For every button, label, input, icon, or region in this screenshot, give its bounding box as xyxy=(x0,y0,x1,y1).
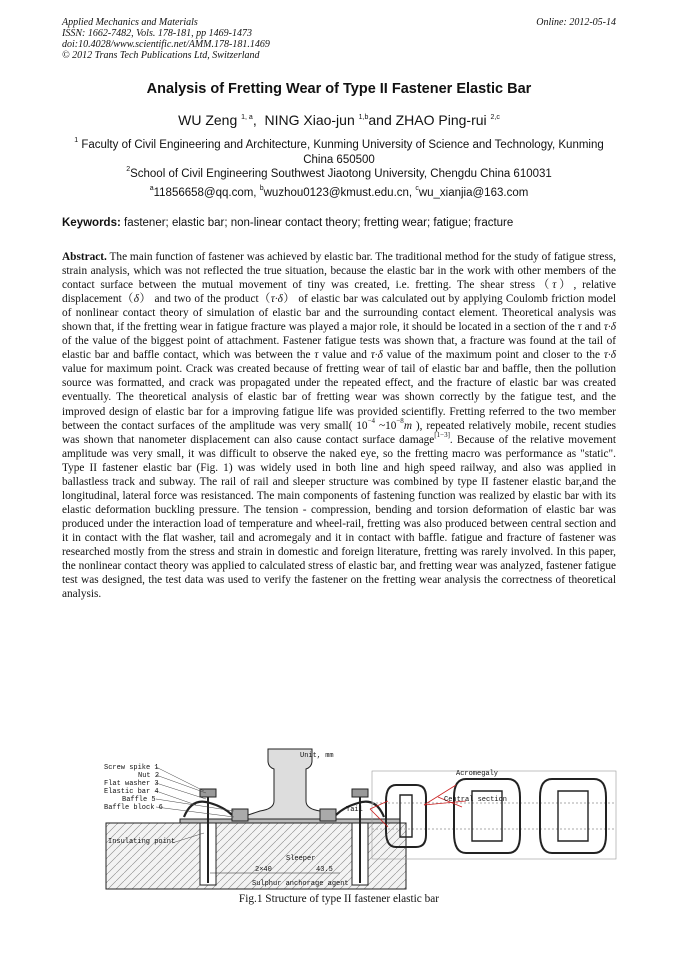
abstract xyxy=(62,250,616,601)
rail-pad xyxy=(180,819,400,823)
range-tilde: ~ xyxy=(378,419,386,432)
math-product: τ·δ xyxy=(603,349,616,362)
keywords-label: Keywords: xyxy=(62,217,121,229)
copyright: © 2012 Trans Tech Publications Ltd, Switzerland xyxy=(62,50,260,61)
figure-drawing xyxy=(100,745,620,893)
range-base: 10 xyxy=(385,419,397,432)
math-product: τ·δ xyxy=(370,349,383,362)
label-num: 3 xyxy=(154,780,159,788)
abstract-text: ） of elastic bar was calculated out by applying Coulomb friction model of nonlinear contact theory of simulation of elastic bar and the surrounding contact element. Theoretical analysis was shown that, if the fretting wear in fatigue fracture was played a major role, it should be located in a section of the xyxy=(62,293,616,334)
label-num: 2 xyxy=(154,772,160,780)
online-date: Online: 2012-05-14 xyxy=(536,17,616,28)
affiliation-2 xyxy=(60,167,618,182)
abstract-text: . Because of the relative movement amplitude was very small, it was difficult to observe the naked eye, so the fretting macro was performance as "static". Type II fastener elastic bar (Fig. 1) was widely used in both line and high speed railway, and also was applied in ballastless track and subway. The rail of rail and sleeper structure was combined by type II fastener elastic bar,and the longitudinal, lateral force was resistanced. The main components of fastening function was realized by elastic bar with its elastic deformation buckling pressure. The tension - compression, bending and torsion deformation of elastic bar was produced under the interaction load of temperature and wheel-rail, fretting was also produced between central section and it in contact with the flat washer, tail and acromegaly and it in contact with baffle. fatigue and fracture of fastener was researched mostly from the stress and strain in domestic and foreign literature, fretting was rarely involved. In this paper, the nonlinear contact theory was applied to calculated stress of elastic bar, and fretting wear was analyzed, fastener fatigue test was designed, the test data was used to verify the fastener on the fretting wear analysis the correctness of theoretical analysis. xyxy=(62,433,616,601)
clip-plan-right xyxy=(540,779,606,853)
label-num: 5 xyxy=(151,796,156,804)
label-dim-right: 43.5 xyxy=(316,866,333,874)
aff-sup: 1 xyxy=(74,137,79,144)
email[interactable]: wu_xianjia@163.com xyxy=(418,187,529,199)
svg-text:Flat washer 3 xyxy=(104,780,159,788)
keywords-text: fastener; elastic bar; non-linear contact theory; fretting wear; fatigue; fracture xyxy=(124,217,514,229)
label-num: 4 xyxy=(154,788,159,796)
label-sulphur-agent: Sulphur anchorage agent xyxy=(252,880,349,888)
author-list: WU Zeng $^{1, a}$, NING Xiao-jun $^{1,b}$and ZHAO Ping-rui $^{2,c}$ xyxy=(178,112,500,128)
author-name: ZHAO Ping-rui xyxy=(395,112,487,128)
svg-text:Nut 2 xyxy=(138,772,159,780)
abstract-text: and xyxy=(584,321,601,334)
abstract-text: of the value of the biggest point of attachment. Fastener fatigue tests was shown that, a fracture was found at the tail of elastic bar and baffle contact, which was between the xyxy=(62,335,616,362)
email[interactable]: wuzhou0123@kmust.edu.cn, xyxy=(263,187,413,199)
label-unit: Unit, mm xyxy=(300,752,334,760)
email-sup: c xyxy=(415,185,419,192)
affiliations xyxy=(60,138,618,182)
nut-right xyxy=(352,789,368,797)
math-product: τ·δ xyxy=(603,321,616,334)
baffle-left xyxy=(232,809,248,821)
label-tail: Tail xyxy=(346,806,363,814)
doi: doi:10.4028/www.scientific.net/AMM.178-181.1469 xyxy=(62,39,270,50)
email[interactable]: 11856658@qq.com, xyxy=(153,187,257,199)
math-tau: τ xyxy=(577,321,582,334)
plan-view xyxy=(370,771,616,859)
journal-name: Applied Mechanics and Materials xyxy=(62,17,198,28)
figure-1 xyxy=(100,745,620,893)
author-sup: 2,c xyxy=(490,114,500,121)
abstract-text: value of the maximum point and closer to the xyxy=(386,349,601,362)
abstract-label: Abstract. xyxy=(62,251,107,263)
figure-caption: Fig.1 Structure of type II fastener elastic bar xyxy=(238,893,440,905)
abstract-text: The main function of fastener was achieved by elastic bar. The traditional method for the study of fatigue stress, strain analysis, which was not reflected the true situation, because the elastic bar in the work with other members of the contact surface between the mutual movement of tiny was created, i.e. fretting. The shear stress（ xyxy=(62,251,616,292)
affiliation-1 xyxy=(60,138,618,167)
abstract-text: value for maximum point. Crack was created because of fretting wear of tail of elastic bar and baffle, then the pollution source was formatted, and crack was propagated under the repeated effect, and the fracture of elastic bar was created eventually. The theoretical analysis of elastic bar of fretting wear was shown correctly by the fatigue test, and the improved design of elastic bar for a improving fatigue life was provided scientifly. Fretting referred to the two member between the contact surfaces of the amplitude was very small( xyxy=(62,363,616,432)
aff-text: Faculty of Civil Engineering and Architecture, Kunming University of Science and Technology, Kunming China 650500 xyxy=(81,139,604,166)
author-name: WU Zeng xyxy=(178,112,238,128)
svg-text:Baffle 5 xyxy=(122,796,156,804)
math-range xyxy=(356,416,412,432)
author-sup: 1,b xyxy=(358,114,369,121)
abstract-text: ), repeated relatively mobile, recent studies was shown that nanometer displacement can also cause contact surface damage xyxy=(62,419,617,446)
label-dim-left: 2×40 xyxy=(255,866,272,874)
math-delta: δ xyxy=(133,293,140,306)
label-insulating-point: Insulating point xyxy=(108,838,176,846)
label-screw-spike: Screw spike xyxy=(104,764,151,772)
label-nut: Nut xyxy=(138,772,151,780)
label-num: 1 xyxy=(154,764,159,772)
baffle-right xyxy=(320,809,336,821)
svg-text:Screw spike 1 xyxy=(104,764,159,772)
label-baffle-block: Baffle block xyxy=(104,804,155,812)
label-central-section: Central section xyxy=(444,796,508,804)
label-num: 6 xyxy=(158,804,163,812)
email-list xyxy=(0,187,678,199)
paper-title: Analysis of Fretting Wear of Type II Fastener Elastic Bar xyxy=(146,81,532,97)
label-flat-washer: Flat washer xyxy=(104,780,151,788)
label-baffle: Baffle xyxy=(122,796,148,804)
author-sup: 1, a xyxy=(241,114,253,121)
svg-text:Elastic bar 4 xyxy=(104,788,159,796)
range-exp: −4 xyxy=(367,416,376,425)
author-name: NING Xiao-jun xyxy=(264,112,355,128)
math-product: τ·δ xyxy=(270,293,283,306)
abstract-text: ） and two of the product（ xyxy=(139,293,271,306)
math-tau: τ xyxy=(314,349,319,362)
label-elastic-bar: Elastic bar xyxy=(104,788,151,796)
clip-plan-right-inner xyxy=(558,791,588,841)
clip-plan-center xyxy=(454,779,520,853)
journal-header xyxy=(62,17,270,61)
email-sup: b xyxy=(259,185,264,192)
label-sleeper: Sleeper xyxy=(286,855,316,863)
svg-text:Baffle block 6 xyxy=(104,804,163,812)
range-base: 10 xyxy=(356,419,368,432)
range-unit: m xyxy=(403,419,412,432)
abstract-text: value and xyxy=(322,349,367,362)
issn: ISSN: 1662-7482, Vols. 178-181, pp 1469-1473 xyxy=(62,28,252,39)
citation[interactable]: [1−3] xyxy=(434,430,450,439)
abstract-text: ）, relative displacement（ xyxy=(62,279,616,306)
email-sup: a xyxy=(149,185,154,192)
keywords xyxy=(62,217,622,229)
aff-sup: 2 xyxy=(126,166,131,173)
aff-text: School of Civil Engineering Southwest Jiaotong University, Chengdu China 610031 xyxy=(130,168,552,180)
range-exp: −8 xyxy=(396,416,404,425)
label-acromegaly: Acromegaly xyxy=(456,770,499,778)
math-tau: τ xyxy=(552,279,557,292)
